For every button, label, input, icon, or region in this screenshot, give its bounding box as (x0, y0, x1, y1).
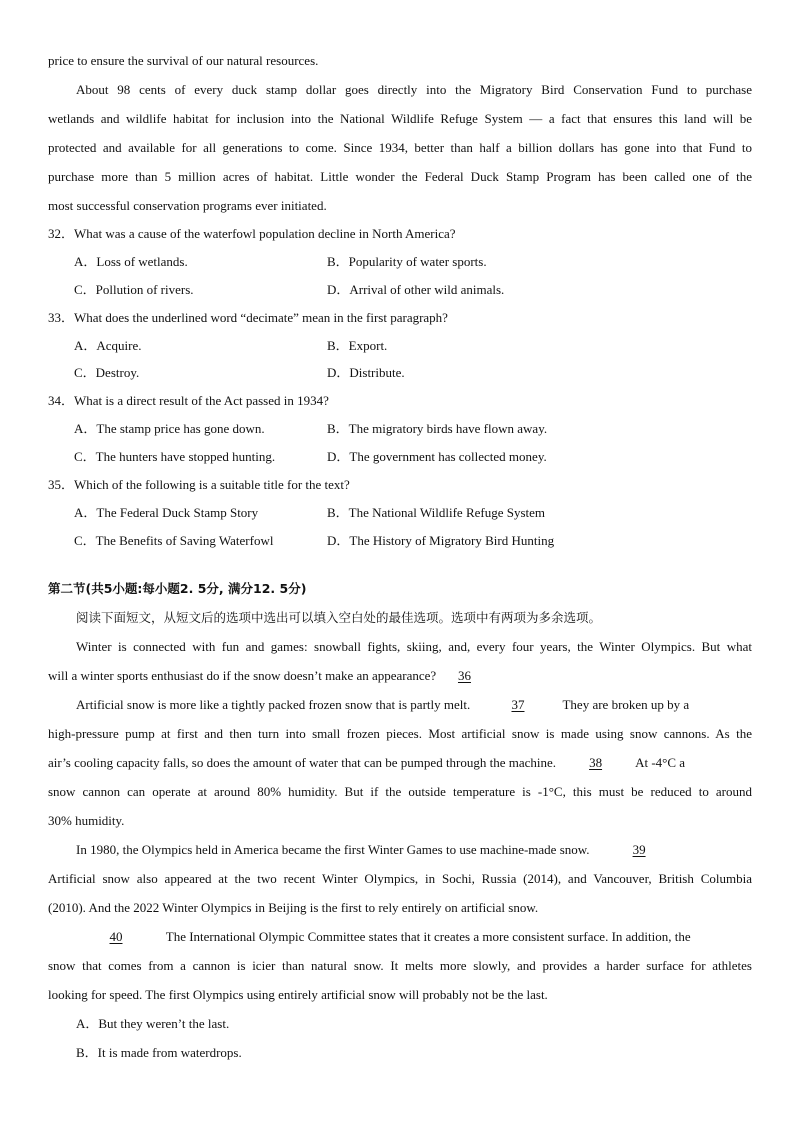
passage-line (48, 661, 752, 690)
passage-line: price to ensure the survival of our natural resources. (48, 53, 319, 68)
question-35 (48, 471, 752, 555)
passage-line: snow that comes from a cannon is icier than natural snow. It melts more slowly, and provides a harder surface for athletes (48, 958, 752, 974)
passage-line (48, 922, 752, 951)
option-a: A．Loss of wetlands. (74, 254, 188, 269)
passage-text: air’s cooling capacity falls, so does the amount of water that can be pumped through the machine. (48, 755, 557, 771)
blank-36: 36 (457, 668, 471, 684)
passage-text: Artificial snow is more like a tightly packed frozen snow that is partly melt. (76, 697, 471, 713)
option-c: C．Destroy. (74, 365, 140, 381)
option-d: D．The government has collected money. (327, 448, 547, 464)
passage-line (48, 690, 752, 719)
option-b: B．The National Wildlife Refuge System (327, 504, 546, 520)
section-title: 第二节(共5小题:每小题2. 5分, 满分12. 5分) (48, 581, 307, 597)
option-b: B．The migratory birds have flown away. (327, 421, 548, 437)
passage-line (48, 748, 752, 777)
option-d: D．Distribute. (327, 365, 405, 381)
passage-text: They are broken up by a (562, 697, 690, 713)
option-d: D．Arrival of other wild animals. (327, 281, 505, 297)
passage-line (48, 835, 752, 864)
option-b: B．Popularity of water sports. (327, 254, 487, 269)
passage-line: snow cannon can operate at around 80% humidity. But if the outside temperature is -1°C, this must be reduced to around (48, 784, 752, 800)
blank-40: 40 (109, 929, 123, 945)
question-34 (48, 387, 752, 471)
passage-text: At -4°C a (635, 755, 686, 771)
option-d: D．The History of Migratory Bird Hunting (327, 532, 555, 548)
passage-line: most successful conservation programs ever initiated. (48, 198, 327, 213)
section-instruction: 阅读下面短文，从短文后的选项中选出可以填入空白处的最佳选项。选项中有两项为多余选项。 (76, 610, 602, 626)
question-stem: 34．What is a direct result of the Act passed in 1934? (48, 393, 329, 409)
blank-38: 38 (589, 755, 603, 771)
passage-line: protected and available for all generations to come. Since 1934, better than half a billion dollars has gone into that Fund to (48, 140, 752, 155)
passage-line: high-pressure pump at first and then turn into small frozen pieces. Most artificial snow is made using snow cannons. As the (48, 726, 752, 742)
passage-line: purchase more than 5 million acres of habitat. Little wonder the Federal Duck Stamp Program has been called one of the (48, 169, 752, 184)
choice-a: A．But they weren’t the last. (76, 1016, 230, 1032)
option-a: A．Acquire. (74, 337, 142, 353)
choice-b: B．It is made from waterdrops. (76, 1045, 242, 1061)
question-stem: 35．Which of the following is a suitable title for the text? (48, 476, 350, 492)
passage-line: Artificial snow also appeared at the two recent Winter Olympics, in Sochi, Russia (2014), and Vancouver, British Columbia (48, 871, 752, 887)
passage-line: Winter is connected with fun and games: snowball fights, skiing, and, every four years, the Winter Olympics. But what (76, 639, 752, 655)
blank-39: 39 (632, 842, 646, 858)
blank-37: 37 (511, 697, 525, 713)
question-stem: 33．What does the underlined word “decimate” mean in the first paragraph? (48, 309, 448, 325)
option-c: C．The Benefits of Saving Waterfowl (74, 532, 274, 548)
option-b: B．Export. (327, 337, 388, 353)
option-a: A．The Federal Duck Stamp Story (74, 504, 259, 520)
passage-text: will a winter sports enthusiast do if the snow doesn’t make an appearance? (48, 668, 437, 684)
passage-line: (2010). And the 2022 Winter Olympics in Beijing is the first to rely entirely on artificial snow. (48, 900, 539, 916)
passage-line: looking for speed. The first Olympics using entirely artificial snow will probably not be the last. (48, 987, 548, 1003)
passage-line: About 98 cents of every duck stamp dollar goes directly into the Migratory Bird Conservation Fund to purchase (76, 82, 752, 97)
question-32 (48, 220, 752, 304)
document-page (48, 46, 752, 1067)
question-stem: 32．What was a cause of the waterfowl population decline in North America? (48, 226, 456, 241)
passage-line: wetlands and wildlife habitat for inclusion into the National Wildlife Refuge System — a fact that ensures this land will be (48, 111, 752, 126)
option-c: C．Pollution of rivers. (74, 281, 194, 297)
passage-line: 30% humidity. (48, 813, 125, 829)
option-c: C．The hunters have stopped hunting. (74, 448, 276, 464)
option-a: A．The stamp price has gone down. (74, 421, 265, 437)
passage-text: The International Olympic Committee states that it creates a more consistent surface. In addition, the (165, 929, 691, 945)
question-33 (48, 304, 752, 388)
passage-text: In 1980, the Olympics held in America became the first Winter Games to use machine-made snow. (76, 842, 590, 858)
